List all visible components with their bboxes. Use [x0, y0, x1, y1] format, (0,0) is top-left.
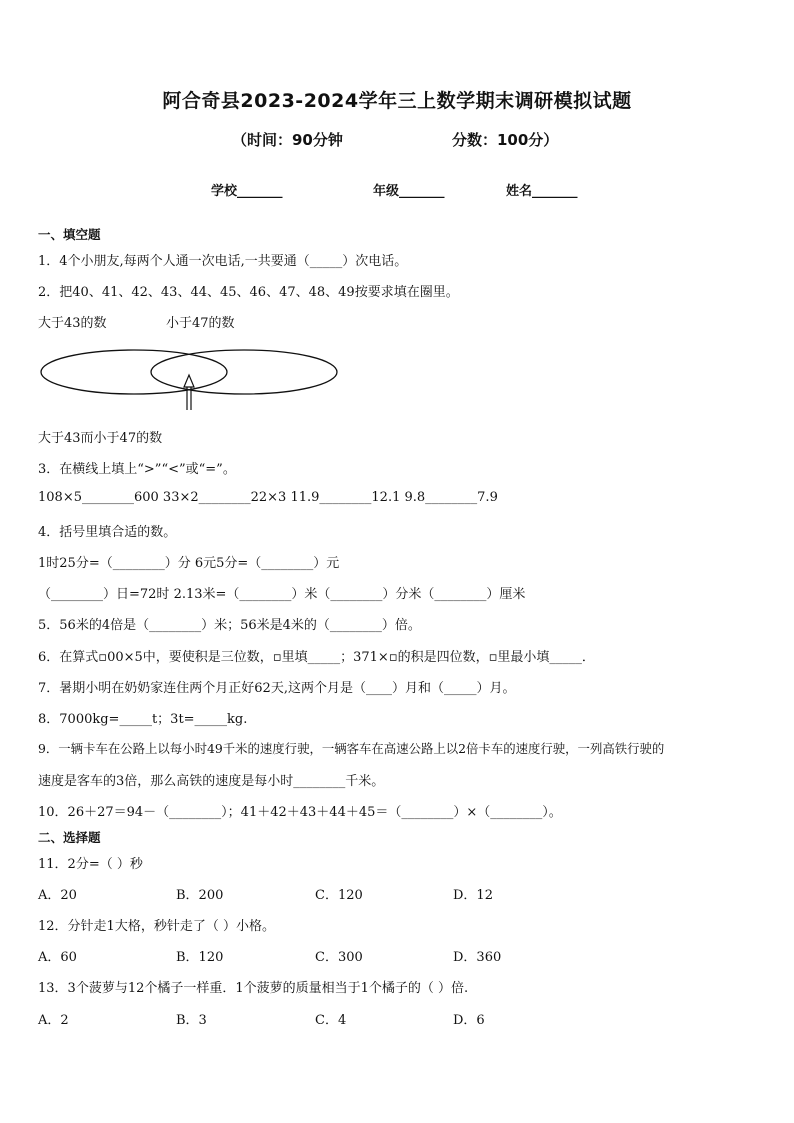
question-4-line-1: 1时25分=（________）分 6元5分=（________）元 [38, 556, 340, 571]
venn-right-label: 小于47的数 [166, 316, 235, 331]
question-6: 6．在算式▫00×5中，要使积是三位数，▫里填_____；371×▫的积是四位数，▫里最小填_____． [38, 650, 595, 665]
q13-option-c: C．4 [315, 1013, 347, 1028]
q13-option-b: B．3 [176, 1013, 207, 1028]
question-9-line-1: 9．一辆卡车在公路上以每小时49千米的速度行驶，一辆客车在高速公路上以2倍卡车的速度行驶，一列高铁行驶的 [38, 741, 665, 756]
question-1: 1．4个小朋友,每两个人通一次电话,一共要通（_____）次电话。 [38, 254, 408, 269]
q12-option-c: C．300 [315, 950, 363, 965]
venn-right-ellipse [151, 350, 337, 394]
venn-diagram [36, 345, 346, 415]
q11-option-c: C．120 [315, 888, 363, 903]
arrow-up-icon [184, 375, 194, 410]
question-12: 12．分针走1大格，秒针走了（ ）小格。 [38, 919, 275, 934]
venn-left-label: 大于43的数 [38, 316, 107, 331]
venn-left-ellipse [41, 350, 227, 394]
school-field: 学校_______ [211, 184, 283, 199]
section-fill-blank-heading: 一、填空题 [38, 227, 101, 242]
q11-option-a: A．20 [38, 888, 77, 903]
venn-bottom-label: 大于43而小于47的数 [38, 431, 163, 446]
question-4: 4．括号里填合适的数。 [38, 525, 177, 540]
question-8: 8．7000kg=_____t；3t=_____kg. [38, 712, 248, 727]
q11-option-b: B．200 [176, 888, 224, 903]
question-11: 11．2分=（ ）秒 [38, 857, 143, 872]
section-choice-heading: 二、选择题 [38, 830, 101, 845]
question-3-items: 108×5________600 33×2________22×3 11.9________12.1 9.8________7.9 [38, 490, 498, 505]
question-7: 7．暑期小明在奶奶家连住两个月正好62天,这两个月是（____）月和（_____）月。 [38, 681, 516, 696]
question-9-line-2: 速度是客车的3倍，那么高铁的速度是每小时________千米。 [38, 774, 385, 789]
q11-option-d: D．12 [453, 888, 493, 903]
q12-option-a: A．60 [38, 950, 77, 965]
grade-field: 年级_______ [373, 184, 445, 199]
question-2: 2．把40、41、42、43、44、45、46、47、48、49按要求填在圈里。 [38, 285, 459, 300]
q13-option-d: D．6 [453, 1013, 485, 1028]
question-10: 10．26＋27＝94－（________）；41＋42＋43＋44＋45＝（________）×（________）。 [38, 805, 562, 820]
question-3: 3．在横线上填上“>”“<”或“=”。 [38, 462, 236, 477]
q12-option-d: D．360 [453, 950, 502, 965]
q12-option-b: B．120 [176, 950, 224, 965]
question-5: 5．56米的4倍是（________）米；56米是4米的（________）倍。 [38, 618, 421, 633]
exam-time: （时间：90分钟 [232, 131, 343, 149]
q13-option-a: A．2 [38, 1013, 69, 1028]
question-13: 13．3个菠萝与12个橘子一样重．1个菠萝的质量相当于1个橘子的（ ）倍. [38, 981, 469, 996]
question-4-line-2: （________）日=72时 2.13米=（________）米（________）分米（________）厘米 [38, 587, 526, 602]
exam-score: 分数：100分） [452, 131, 559, 149]
exam-title: 阿合奇县2023-2024学年三上数学期末调研模拟试题 [162, 90, 632, 112]
name-field: 姓名_______ [506, 184, 578, 199]
